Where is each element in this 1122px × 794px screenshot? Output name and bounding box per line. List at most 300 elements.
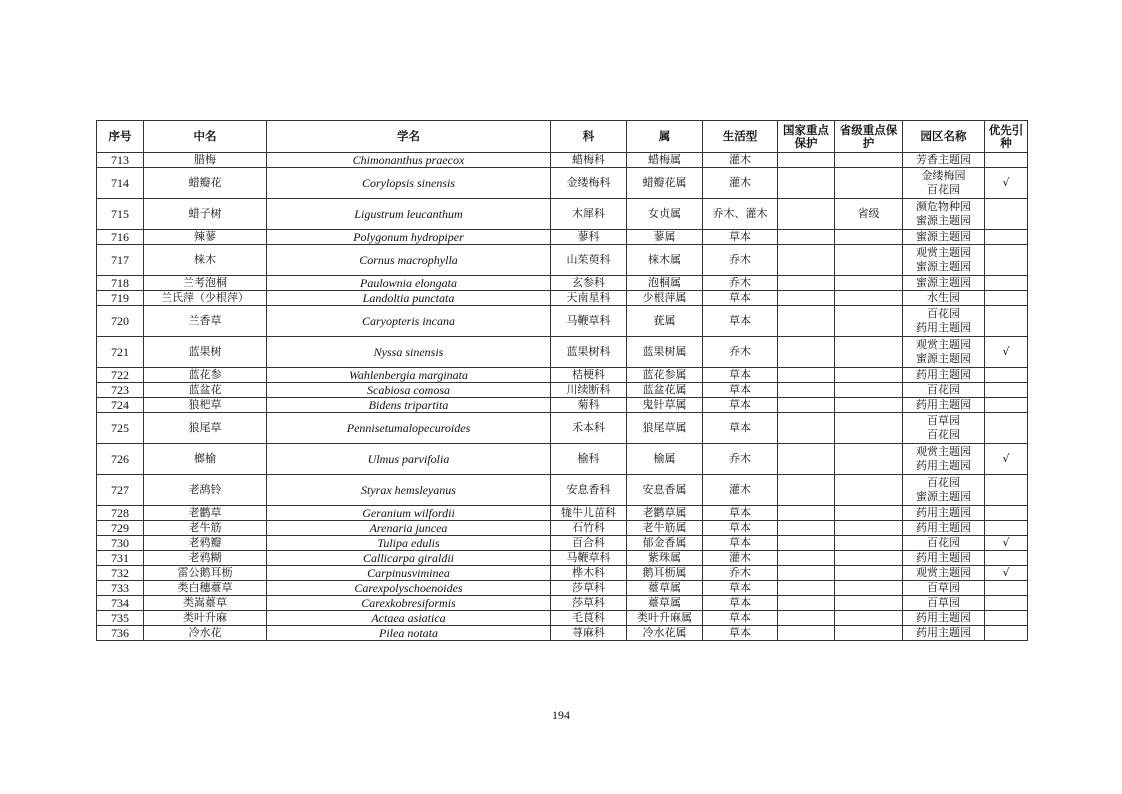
garden-name: 药用主题园 bbox=[916, 626, 971, 639]
cell-priority bbox=[985, 475, 1028, 506]
cell-family: 莎草科 bbox=[551, 596, 627, 611]
cell-provincial-protection bbox=[835, 536, 903, 551]
cell-no: 733 bbox=[97, 581, 144, 596]
cell-garden bbox=[903, 581, 985, 596]
cell-sci-name: Callicarpa giraldii bbox=[267, 551, 551, 566]
cell-sci-name: Carexpolyschoenoides bbox=[267, 581, 551, 596]
cell-genus: 蜡瓣花属 bbox=[627, 168, 703, 199]
garden-name: 百草园 bbox=[927, 414, 960, 427]
cell-provincial-protection bbox=[835, 168, 903, 199]
cell-family: 菊科 bbox=[551, 398, 627, 413]
cell-provincial-protection bbox=[835, 245, 903, 276]
header-genus: 属 bbox=[627, 121, 703, 153]
garden-name: 百草园 bbox=[927, 596, 960, 609]
garden-name: 药用主题园 bbox=[916, 551, 971, 564]
cell-genus: 蓼属 bbox=[627, 230, 703, 245]
cell-provincial-protection bbox=[835, 611, 903, 626]
cell-provincial-protection bbox=[835, 337, 903, 368]
table-row bbox=[97, 536, 1028, 551]
cell-no: 717 bbox=[97, 245, 144, 276]
cell-national-protection bbox=[778, 153, 835, 168]
cell-genus: 狼尾草属 bbox=[627, 413, 703, 444]
species-table bbox=[96, 120, 1028, 641]
cell-national-protection bbox=[778, 413, 835, 444]
table-row bbox=[97, 566, 1028, 581]
cell-sci-name: Bidens tripartita bbox=[267, 398, 551, 413]
cell-national-protection bbox=[778, 306, 835, 337]
cell-life-form: 草本 bbox=[703, 596, 778, 611]
cell-no: 719 bbox=[97, 291, 144, 306]
cell-sci-name: Arenaria juncea bbox=[267, 521, 551, 536]
cell-garden bbox=[903, 230, 985, 245]
cell-priority: √ bbox=[985, 536, 1028, 551]
cell-no: 735 bbox=[97, 611, 144, 626]
cell-family: 桦木科 bbox=[551, 566, 627, 581]
cell-priority bbox=[985, 291, 1028, 306]
cell-no: 713 bbox=[97, 153, 144, 168]
cell-family: 石竹科 bbox=[551, 521, 627, 536]
table-row bbox=[97, 626, 1028, 641]
cell-national-protection bbox=[778, 276, 835, 291]
cell-life-form: 草本 bbox=[703, 383, 778, 398]
cell-national-protection bbox=[778, 337, 835, 368]
garden-name: 药用主题园 bbox=[916, 398, 971, 411]
cell-genus: 蓝果树属 bbox=[627, 337, 703, 368]
cell-genus: 类叶升麻属 bbox=[627, 611, 703, 626]
table-row bbox=[97, 398, 1028, 413]
cell-garden bbox=[903, 383, 985, 398]
garden-name: 蜜源主题园 bbox=[916, 214, 971, 227]
cell-no: 727 bbox=[97, 475, 144, 506]
cell-life-form: 乔木、灌木 bbox=[703, 199, 778, 230]
cell-genus: 老鹳草属 bbox=[627, 506, 703, 521]
cell-no: 722 bbox=[97, 368, 144, 383]
garden-name: 水生园 bbox=[927, 291, 960, 304]
cell-no: 721 bbox=[97, 337, 144, 368]
cell-sci-name: Styrax hemsleyanus bbox=[267, 475, 551, 506]
garden-name: 芳香主题园 bbox=[916, 153, 971, 166]
cell-genus: 蜡梅属 bbox=[627, 153, 703, 168]
cell-sci-name: Nyssa sinensis bbox=[267, 337, 551, 368]
table-row bbox=[97, 368, 1028, 383]
cell-priority bbox=[985, 581, 1028, 596]
cell-family: 百合科 bbox=[551, 536, 627, 551]
cell-cn-name: 腊梅 bbox=[144, 153, 267, 168]
cell-genus: 泡桐属 bbox=[627, 276, 703, 291]
cell-cn-name: 蓝盆花 bbox=[144, 383, 267, 398]
cell-priority bbox=[985, 626, 1028, 641]
garden-name: 蜜源主题园 bbox=[916, 352, 971, 365]
table-row bbox=[97, 306, 1028, 337]
cell-no: 734 bbox=[97, 596, 144, 611]
cell-sci-name: Paulownia elongata bbox=[267, 276, 551, 291]
cell-provincial-protection bbox=[835, 596, 903, 611]
cell-cn-name: 类嵩薹草 bbox=[144, 596, 267, 611]
header-life-form: 生活型 bbox=[703, 121, 778, 153]
cell-family: 马鞭草科 bbox=[551, 306, 627, 337]
cell-no: 726 bbox=[97, 444, 144, 475]
cell-provincial-protection bbox=[835, 398, 903, 413]
header-priority: 优先引种 bbox=[985, 121, 1028, 153]
cell-life-form: 草本 bbox=[703, 368, 778, 383]
cell-no: 716 bbox=[97, 230, 144, 245]
header-garden: 园区名称 bbox=[903, 121, 985, 153]
table-row bbox=[97, 521, 1028, 536]
cell-priority bbox=[985, 245, 1028, 276]
cell-life-form: 草本 bbox=[703, 626, 778, 641]
garden-name: 药用主题园 bbox=[916, 521, 971, 534]
cell-provincial-protection bbox=[835, 506, 903, 521]
header-national-protection: 国家重点保护 bbox=[778, 121, 835, 153]
cell-provincial-protection: 省级 bbox=[835, 199, 903, 230]
cell-priority bbox=[985, 413, 1028, 444]
cell-sci-name: Pennisetumalopecuroides bbox=[267, 413, 551, 444]
table-row bbox=[97, 276, 1028, 291]
cell-genus: 少根萍属 bbox=[627, 291, 703, 306]
cell-provincial-protection bbox=[835, 521, 903, 536]
cell-garden bbox=[903, 566, 985, 581]
cell-no: 720 bbox=[97, 306, 144, 337]
cell-life-form: 草本 bbox=[703, 291, 778, 306]
cell-cn-name: 类白穗薹草 bbox=[144, 581, 267, 596]
cell-life-form: 乔木 bbox=[703, 245, 778, 276]
cell-priority bbox=[985, 506, 1028, 521]
cell-no: 724 bbox=[97, 398, 144, 413]
garden-name: 金缕梅园 bbox=[921, 169, 966, 182]
garden-name: 百花园 bbox=[927, 383, 960, 396]
cell-life-form: 乔木 bbox=[703, 337, 778, 368]
cell-cn-name: 兰香草 bbox=[144, 306, 267, 337]
cell-provincial-protection bbox=[835, 230, 903, 245]
cell-family: 荨麻科 bbox=[551, 626, 627, 641]
cell-sci-name: Polygonum hydropiper bbox=[267, 230, 551, 245]
table-row bbox=[97, 245, 1028, 276]
cell-cn-name: 冷水花 bbox=[144, 626, 267, 641]
cell-national-protection bbox=[778, 626, 835, 641]
cell-sci-name: Tulipa edulis bbox=[267, 536, 551, 551]
cell-life-form: 乔木 bbox=[703, 566, 778, 581]
cell-genus: 老牛筋属 bbox=[627, 521, 703, 536]
cell-national-protection bbox=[778, 168, 835, 199]
cell-genus: 梾木属 bbox=[627, 245, 703, 276]
table-row bbox=[97, 199, 1028, 230]
cell-cn-name: 狼杷草 bbox=[144, 398, 267, 413]
cell-genus: 冷水花属 bbox=[627, 626, 703, 641]
cell-sci-name: Carpinusviminea bbox=[267, 566, 551, 581]
header-no: 序号 bbox=[97, 121, 144, 153]
cell-garden bbox=[903, 199, 985, 230]
cell-priority bbox=[985, 551, 1028, 566]
cell-provincial-protection bbox=[835, 444, 903, 475]
cell-provincial-protection bbox=[835, 383, 903, 398]
cell-provincial-protection bbox=[835, 581, 903, 596]
cell-provincial-protection bbox=[835, 626, 903, 641]
cell-cn-name: 蜡瓣花 bbox=[144, 168, 267, 199]
garden-name: 蜜源主题园 bbox=[916, 490, 971, 503]
garden-name: 观赏主题园 bbox=[916, 338, 971, 351]
cell-provincial-protection bbox=[835, 153, 903, 168]
cell-life-form: 灌木 bbox=[703, 475, 778, 506]
cell-provincial-protection bbox=[835, 475, 903, 506]
garden-name: 濒危物种园 bbox=[916, 200, 971, 213]
cell-family: 莎草科 bbox=[551, 581, 627, 596]
cell-no: 718 bbox=[97, 276, 144, 291]
table-row bbox=[97, 383, 1028, 398]
table-row bbox=[97, 337, 1028, 368]
cell-no: 728 bbox=[97, 506, 144, 521]
garden-name: 观赏主题园 bbox=[916, 445, 971, 458]
cell-sci-name: Actaea asiatica bbox=[267, 611, 551, 626]
table-row bbox=[97, 596, 1028, 611]
cell-garden bbox=[903, 506, 985, 521]
cell-cn-name: 老鸦瓣 bbox=[144, 536, 267, 551]
cell-family: 蜡梅科 bbox=[551, 153, 627, 168]
cell-family: 桔梗科 bbox=[551, 368, 627, 383]
cell-national-protection bbox=[778, 521, 835, 536]
cell-garden bbox=[903, 398, 985, 413]
garden-name: 百花园 bbox=[927, 428, 960, 441]
cell-garden bbox=[903, 413, 985, 444]
cell-family: 马鞭草科 bbox=[551, 551, 627, 566]
garden-name: 百花园 bbox=[927, 183, 960, 196]
cell-provincial-protection bbox=[835, 551, 903, 566]
cell-life-form: 草本 bbox=[703, 521, 778, 536]
cell-genus: 安息香属 bbox=[627, 475, 703, 506]
cell-provincial-protection bbox=[835, 413, 903, 444]
cell-life-form: 乔木 bbox=[703, 276, 778, 291]
cell-national-protection bbox=[778, 398, 835, 413]
cell-cn-name: 兰考泡桐 bbox=[144, 276, 267, 291]
cell-national-protection bbox=[778, 506, 835, 521]
table-row bbox=[97, 506, 1028, 521]
cell-sci-name: Pilea notata bbox=[267, 626, 551, 641]
cell-no: 715 bbox=[97, 199, 144, 230]
cell-no: 725 bbox=[97, 413, 144, 444]
cell-life-form: 灌木 bbox=[703, 168, 778, 199]
cell-provincial-protection bbox=[835, 566, 903, 581]
cell-cn-name: 老鸦糊 bbox=[144, 551, 267, 566]
cell-national-protection bbox=[778, 383, 835, 398]
cell-family: 禾本科 bbox=[551, 413, 627, 444]
cell-cn-name: 雷公鹅耳枥 bbox=[144, 566, 267, 581]
table-row bbox=[97, 230, 1028, 245]
cell-family: 蓼科 bbox=[551, 230, 627, 245]
cell-life-form: 草本 bbox=[703, 506, 778, 521]
cell-genus: 薹草属 bbox=[627, 596, 703, 611]
cell-life-form: 草本 bbox=[703, 581, 778, 596]
cell-garden bbox=[903, 276, 985, 291]
cell-sci-name: Geranium wilfordii bbox=[267, 506, 551, 521]
cell-garden bbox=[903, 291, 985, 306]
cell-national-protection bbox=[778, 551, 835, 566]
header-sci-name: 学名 bbox=[267, 121, 551, 153]
cell-priority bbox=[985, 398, 1028, 413]
cell-garden bbox=[903, 153, 985, 168]
cell-national-protection bbox=[778, 566, 835, 581]
cell-no: 736 bbox=[97, 626, 144, 641]
cell-sci-name: Corylopsis sinensis bbox=[267, 168, 551, 199]
cell-cn-name: 老鹳草 bbox=[144, 506, 267, 521]
cell-national-protection bbox=[778, 291, 835, 306]
cell-garden bbox=[903, 536, 985, 551]
header-family: 科 bbox=[551, 121, 627, 153]
table-row bbox=[97, 444, 1028, 475]
cell-garden bbox=[903, 551, 985, 566]
cell-life-form: 灌木 bbox=[703, 153, 778, 168]
table-body bbox=[97, 153, 1028, 641]
cell-family: 安息香科 bbox=[551, 475, 627, 506]
cell-priority bbox=[985, 153, 1028, 168]
table-row bbox=[97, 611, 1028, 626]
cell-provincial-protection bbox=[835, 368, 903, 383]
cell-family: 天南星科 bbox=[551, 291, 627, 306]
cell-family: 木犀科 bbox=[551, 199, 627, 230]
garden-name: 观赏主题园 bbox=[916, 246, 971, 259]
cell-national-protection bbox=[778, 596, 835, 611]
cell-genus: 紫珠属 bbox=[627, 551, 703, 566]
cell-sci-name: Ulmus parvifolia bbox=[267, 444, 551, 475]
cell-life-form: 草本 bbox=[703, 536, 778, 551]
cell-priority: √ bbox=[985, 337, 1028, 368]
cell-life-form: 乔木 bbox=[703, 444, 778, 475]
cell-genus: 莸属 bbox=[627, 306, 703, 337]
cell-priority: √ bbox=[985, 444, 1028, 475]
cell-sci-name: Caryopteris incana bbox=[267, 306, 551, 337]
cell-garden bbox=[903, 626, 985, 641]
garden-name: 蜜源主题园 bbox=[916, 276, 971, 289]
cell-cn-name: 榔榆 bbox=[144, 444, 267, 475]
cell-priority bbox=[985, 230, 1028, 245]
cell-priority bbox=[985, 521, 1028, 536]
table-row bbox=[97, 153, 1028, 168]
cell-sci-name: Scabiosa comosa bbox=[267, 383, 551, 398]
cell-no: 731 bbox=[97, 551, 144, 566]
cell-family: 玄参科 bbox=[551, 276, 627, 291]
cell-family: 山茱萸科 bbox=[551, 245, 627, 276]
garden-name: 蜜源主题园 bbox=[916, 230, 971, 243]
cell-garden bbox=[903, 596, 985, 611]
cell-garden bbox=[903, 368, 985, 383]
cell-priority bbox=[985, 611, 1028, 626]
table-row bbox=[97, 475, 1028, 506]
cell-family: 金缕梅科 bbox=[551, 168, 627, 199]
header-provincial-protection: 省级重点保护 bbox=[835, 121, 903, 153]
header-cn-name: 中名 bbox=[144, 121, 267, 153]
cell-national-protection bbox=[778, 581, 835, 596]
page-number: 194 bbox=[552, 708, 570, 722]
cell-priority: √ bbox=[985, 566, 1028, 581]
cell-priority bbox=[985, 276, 1028, 291]
cell-provincial-protection bbox=[835, 306, 903, 337]
cell-sci-name: Carexkobresiformis bbox=[267, 596, 551, 611]
cell-national-protection bbox=[778, 245, 835, 276]
cell-cn-name: 蓝果树 bbox=[144, 337, 267, 368]
garden-name: 百花园 bbox=[927, 476, 960, 489]
cell-priority bbox=[985, 383, 1028, 398]
cell-priority bbox=[985, 306, 1028, 337]
garden-name: 药用主题园 bbox=[916, 368, 971, 381]
garden-name: 百草园 bbox=[927, 581, 960, 594]
cell-national-protection bbox=[778, 611, 835, 626]
garden-name: 观赏主题园 bbox=[916, 566, 971, 579]
cell-no: 732 bbox=[97, 566, 144, 581]
cell-no: 730 bbox=[97, 536, 144, 551]
cell-national-protection bbox=[778, 368, 835, 383]
cell-cn-name: 辣蓼 bbox=[144, 230, 267, 245]
cell-life-form: 草本 bbox=[703, 398, 778, 413]
cell-priority: √ bbox=[985, 168, 1028, 199]
cell-garden bbox=[903, 168, 985, 199]
cell-garden bbox=[903, 337, 985, 368]
cell-cn-name: 类叶升麻 bbox=[144, 611, 267, 626]
cell-sci-name: Landoltia punctata bbox=[267, 291, 551, 306]
cell-genus: 蓝花参属 bbox=[627, 368, 703, 383]
cell-cn-name: 老牛筋 bbox=[144, 521, 267, 536]
cell-no: 714 bbox=[97, 168, 144, 199]
cell-garden bbox=[903, 521, 985, 536]
cell-garden bbox=[903, 444, 985, 475]
garden-name: 百花园 bbox=[927, 307, 960, 320]
cell-family: 毛茛科 bbox=[551, 611, 627, 626]
cell-genus: 女贞属 bbox=[627, 199, 703, 230]
cell-cn-name: 狼尾草 bbox=[144, 413, 267, 444]
garden-name: 药用主题园 bbox=[916, 506, 971, 519]
cell-sci-name: Ligustrum leucanthum bbox=[267, 199, 551, 230]
cell-genus: 鹅耳枥属 bbox=[627, 566, 703, 581]
cell-priority bbox=[985, 199, 1028, 230]
table-row bbox=[97, 413, 1028, 444]
cell-garden bbox=[903, 306, 985, 337]
cell-genus: 鬼针草属 bbox=[627, 398, 703, 413]
cell-provincial-protection bbox=[835, 276, 903, 291]
cell-cn-name: 蜡子树 bbox=[144, 199, 267, 230]
cell-national-protection bbox=[778, 444, 835, 475]
cell-cn-name: 梾木 bbox=[144, 245, 267, 276]
table-row bbox=[97, 168, 1028, 199]
cell-provincial-protection bbox=[835, 291, 903, 306]
cell-garden bbox=[903, 611, 985, 626]
cell-priority bbox=[985, 368, 1028, 383]
garden-name: 百花园 bbox=[927, 536, 960, 549]
cell-genus: 榆属 bbox=[627, 444, 703, 475]
table-row bbox=[97, 581, 1028, 596]
garden-name: 药用主题园 bbox=[916, 321, 971, 334]
cell-sci-name: Wahlenbergia marginata bbox=[267, 368, 551, 383]
garden-name: 蜜源主题园 bbox=[916, 260, 971, 273]
cell-national-protection bbox=[778, 536, 835, 551]
cell-life-form: 草本 bbox=[703, 611, 778, 626]
cell-life-form: 草本 bbox=[703, 230, 778, 245]
cell-national-protection bbox=[778, 199, 835, 230]
cell-national-protection bbox=[778, 230, 835, 245]
cell-life-form: 灌木 bbox=[703, 551, 778, 566]
cell-life-form: 草本 bbox=[703, 413, 778, 444]
cell-national-protection bbox=[778, 475, 835, 506]
cell-family: 榆科 bbox=[551, 444, 627, 475]
cell-family: 川续断科 bbox=[551, 383, 627, 398]
cell-life-form: 草本 bbox=[703, 306, 778, 337]
cell-family: 牻牛儿苗科 bbox=[551, 506, 627, 521]
cell-cn-name: 兰氏萍（少根萍） bbox=[144, 291, 267, 306]
cell-no: 729 bbox=[97, 521, 144, 536]
cell-genus: 薹草属 bbox=[627, 581, 703, 596]
cell-sci-name: Cornus macrophylla bbox=[267, 245, 551, 276]
cell-genus: 蓝盆花属 bbox=[627, 383, 703, 398]
cell-genus: 郁金香属 bbox=[627, 536, 703, 551]
cell-garden bbox=[903, 245, 985, 276]
garden-name: 药用主题园 bbox=[916, 611, 971, 624]
table-row bbox=[97, 291, 1028, 306]
